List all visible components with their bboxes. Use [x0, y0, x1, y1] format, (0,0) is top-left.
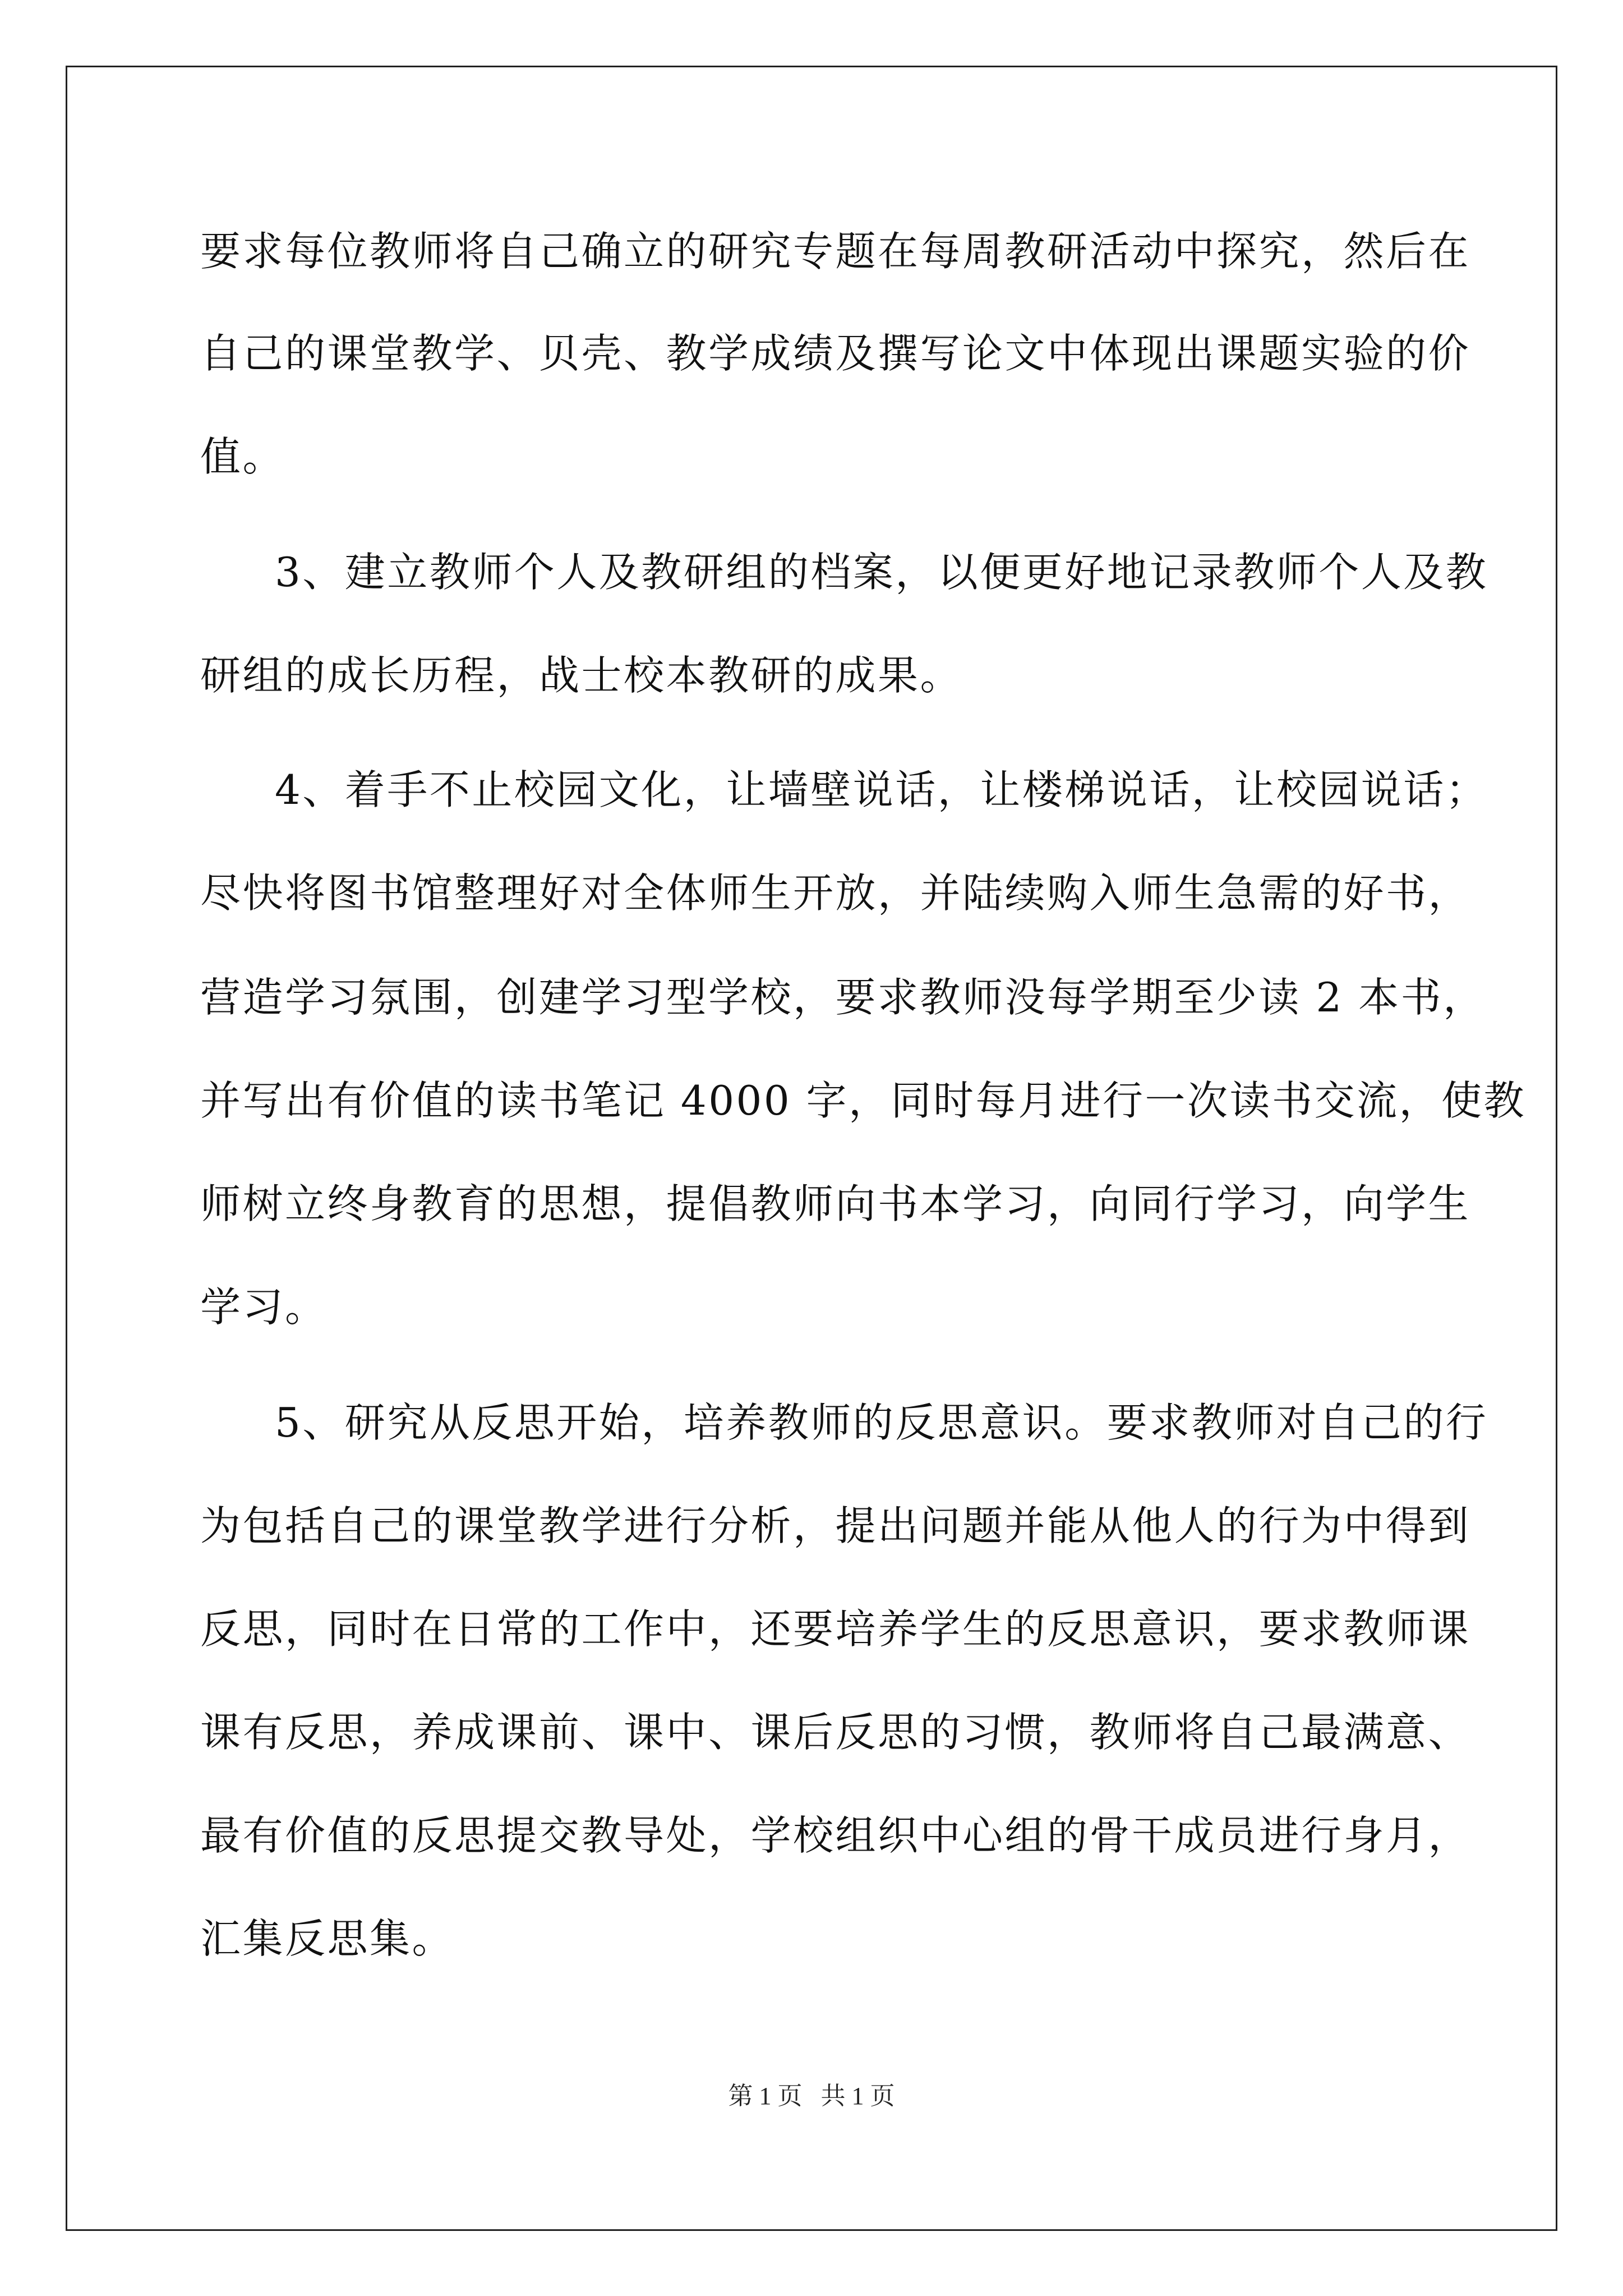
text-line: 并写出有价值的读书笔记 4000 字，同时每月进行一次读书交流，使教: [200, 1077, 1527, 1124]
text-line: 课有反思，养成课前、课中、课后反思的习惯，教师将自己最满意、: [200, 1709, 1471, 1756]
paragraph-4-first-line: 4、着手不止校园文化，让墙壁说话，让楼梯说话，让校园说话；: [275, 766, 1488, 813]
text-line: 为包括自己的课堂教学进行分析，提出问题并能从他人的行为中得到: [200, 1502, 1471, 1549]
text-line: 学习。: [200, 1283, 328, 1331]
text-line: 反思，同时在日常的工作中，还要培养学生的反思意识，要求教师课: [200, 1605, 1471, 1653]
text-line: 汇集反思集。: [200, 1915, 455, 1962]
text-line: 师树立终身教育的思想，提倡教师向书本学习，向同行学习，向学生: [200, 1180, 1471, 1227]
paragraph-5-first-line: 5、研究从反思开始，培养教师的反思意识。要求教师对自己的行: [275, 1399, 1488, 1446]
page-footer: 第 1 页 共 1 页: [728, 2082, 895, 2110]
text-line: 值。: [200, 433, 285, 480]
paragraph-3-first-line: 3、建立教师个人及教研组的档案，以便更好地记录教师个人及教: [275, 549, 1488, 596]
text-line: 要求每位教师将自己确立的研究专题在每周教研活动中探究，然后在: [200, 228, 1471, 275]
text-line: 尽快将图书馆整理好对全体师生开放，并陆续购入师生急需的好书，: [200, 869, 1471, 917]
text-line: 自己的课堂教学、贝壳、教学成绩及撰写论文中体现出课题实验的价: [200, 330, 1471, 377]
page-border: [66, 66, 1557, 2231]
text-line: 研组的成长历程，战士校本教研的成果。: [200, 652, 963, 699]
text-line: 最有价值的反思提交教导处，学校组织中心组的骨干成员进行身月，: [200, 1812, 1471, 1859]
text-line: 营造学习氛围，创建学习型学校，要求教师没每学期至少读 2 本书，: [200, 974, 1486, 1021]
